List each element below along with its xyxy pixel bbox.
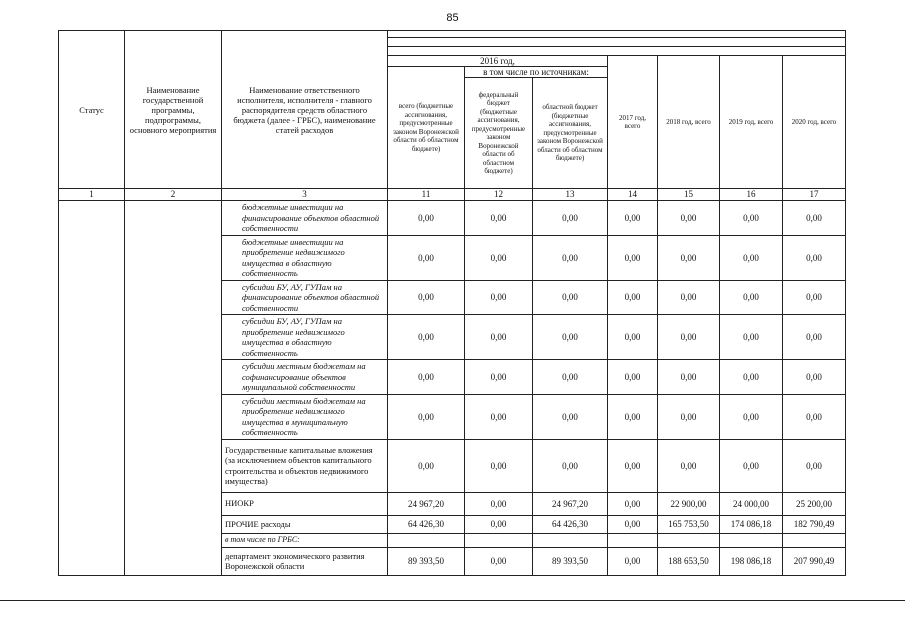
- header-federal: федеральный бюджет (бюджетные ассигнования, предусмотренные законом Воронежской области об областном бюджете): [465, 78, 533, 189]
- row-label: бюджетные инвестиции на приобретение недвижимого имущества в областную собственность: [222, 235, 388, 280]
- cell-2018: 0,00: [658, 394, 720, 439]
- row-label: субсидии БУ, АУ, ГУПам на приобретение недвижимого имущества в областную собственность: [222, 315, 388, 360]
- cell-federal: 0,00: [465, 280, 533, 315]
- cell-regional: 0,00: [533, 280, 608, 315]
- header-2019: 2019 год, всего: [720, 56, 783, 189]
- cell-2018: 22 900,00: [658, 492, 720, 515]
- cell-2017: 0,00: [608, 515, 658, 533]
- header-total: всего (бюджетные ассигнования, предусмотренные законом Воронежской области об областном бюджете): [388, 67, 465, 189]
- page-number: 85: [446, 12, 459, 24]
- row-label: Государственные капитальные вложения (за исключением объектов капитального строительства и объектов недвижимого имущества): [222, 439, 388, 492]
- header-program: Наименование государственной программы, подпрограммы, основного мероприятия: [125, 31, 222, 189]
- cell-regional: 64 426,30: [533, 515, 608, 533]
- cell-2018: 0,00: [658, 439, 720, 492]
- cell-2020: 0,00: [783, 439, 846, 492]
- cell-2020: 182 790,49: [783, 515, 846, 533]
- bottom-rule: [0, 600, 905, 601]
- row-label: бюджетные инвестиции на финансирование объектов областной собственности: [222, 201, 388, 236]
- cell-federal: 0,00: [465, 439, 533, 492]
- row-label: субсидии местным бюджетам на приобретение недвижимого имущества в муниципальную собственность: [222, 394, 388, 439]
- cell-2018: 165 753,50: [658, 515, 720, 533]
- cell-regional: 0,00: [533, 315, 608, 360]
- cell-total: 24 967,20: [388, 492, 465, 515]
- colnum: 14: [608, 189, 658, 201]
- cell-2018: 0,00: [658, 280, 720, 315]
- cell-federal: 0,00: [465, 547, 533, 575]
- cell-2019: 0,00: [720, 201, 783, 236]
- cell-federal: 0,00: [465, 394, 533, 439]
- cell-2019: 198 086,18: [720, 547, 783, 575]
- cell-2018: 0,00: [658, 235, 720, 280]
- cell-2018: 188 653,50: [658, 547, 720, 575]
- header-2017: 2017 год, всего: [608, 56, 658, 189]
- cell-2017: 0,00: [608, 394, 658, 439]
- header-year-2016: 2016 год,: [388, 56, 608, 67]
- cell-regional: 0,00: [533, 360, 608, 395]
- cell-total: 0,00: [388, 235, 465, 280]
- cell-2020: 0,00: [783, 315, 846, 360]
- header-blank-row-1: [59, 31, 846, 38]
- cell-regional: 0,00: [533, 439, 608, 492]
- colnum: 3: [222, 189, 388, 201]
- row-label: ПРОЧИЕ расходы: [222, 515, 388, 533]
- colnum: 16: [720, 189, 783, 201]
- header-executor: Наименование ответственного исполнителя, исполнителя - главного распорядителя средств областного бюджета (далее - ГРБС), наименование статей расходов: [222, 31, 388, 189]
- cell-2019: 0,00: [720, 315, 783, 360]
- cell-2020: 0,00: [783, 280, 846, 315]
- program-cell: [125, 201, 222, 576]
- cell-2017: 0,00: [608, 547, 658, 575]
- column-number-row: [59, 189, 846, 201]
- cell-2019: 0,00: [720, 280, 783, 315]
- cell-total: 0,00: [388, 201, 465, 236]
- header-regional: областной бюджет (бюджетные ассигнования, предусмотренные законом Воронежской области об областном бюджете): [533, 78, 608, 189]
- cell-2017: 0,00: [608, 315, 658, 360]
- row-label: субсидии местным бюджетам на софинансирование объектов муниципальной собственности: [222, 360, 388, 395]
- header-2018: 2018 год, всего: [658, 56, 720, 189]
- colnum: 2: [125, 189, 222, 201]
- cell-total: 0,00: [388, 360, 465, 395]
- cell-2018: 0,00: [658, 360, 720, 395]
- cell-2018: 0,00: [658, 315, 720, 360]
- cell-federal: 0,00: [465, 201, 533, 236]
- cell-2017: 0,00: [608, 360, 658, 395]
- row-label: НИОКР: [222, 492, 388, 515]
- cell-2020: 0,00: [783, 201, 846, 236]
- cell-2020: 0,00: [783, 235, 846, 280]
- colnum: 13: [533, 189, 608, 201]
- header-sources: в том числе по источникам:: [465, 67, 608, 78]
- cell-2019: 24 000,00: [720, 492, 783, 515]
- cell-total: 89 393,50: [388, 547, 465, 575]
- row-label: департамент экономического развития Воронежской области: [222, 547, 388, 575]
- colnum: 12: [465, 189, 533, 201]
- cell-regional: 24 967,20: [533, 492, 608, 515]
- cell-federal: 0,00: [465, 492, 533, 515]
- table-row: [59, 201, 846, 236]
- cell-federal: 0,00: [465, 515, 533, 533]
- header-2020: 2020 год, всего: [783, 56, 846, 189]
- cell-2019: 174 086,18: [720, 515, 783, 533]
- cell-2018: 0,00: [658, 201, 720, 236]
- colnum: 15: [658, 189, 720, 201]
- cell-federal: 0,00: [465, 235, 533, 280]
- cell-federal: 0,00: [465, 315, 533, 360]
- cell-2020: 207 990,49: [783, 547, 846, 575]
- cell-2017: 0,00: [608, 439, 658, 492]
- header-status: Статус: [59, 31, 125, 189]
- cell-regional: 0,00: [533, 394, 608, 439]
- cell-regional: 89 393,50: [533, 547, 608, 575]
- cell-2019: 0,00: [720, 394, 783, 439]
- cell-2017: 0,00: [608, 280, 658, 315]
- cell-2020: 0,00: [783, 394, 846, 439]
- cell-2017: 0,00: [608, 235, 658, 280]
- budget-table: [58, 30, 846, 576]
- cell-2017: 0,00: [608, 201, 658, 236]
- cell-2019: 0,00: [720, 235, 783, 280]
- cell-total: 0,00: [388, 439, 465, 492]
- colnum: 17: [783, 189, 846, 201]
- cell-2020: 25 200,00: [783, 492, 846, 515]
- colnum: 1: [59, 189, 125, 201]
- cell-total: 0,00: [388, 280, 465, 315]
- cell-federal: 0,00: [465, 360, 533, 395]
- cell-regional: 0,00: [533, 235, 608, 280]
- cell-total: 0,00: [388, 394, 465, 439]
- status-cell: [59, 201, 125, 576]
- row-label: в том числе по ГРБС:: [222, 533, 388, 547]
- cell-2020: 0,00: [783, 360, 846, 395]
- cell-2019: 0,00: [720, 439, 783, 492]
- cell-total: 0,00: [388, 315, 465, 360]
- cell-total: 64 426,30: [388, 515, 465, 533]
- colnum: 11: [388, 189, 465, 201]
- row-label: субсидии БУ, АУ, ГУПам на финансирование объектов областной собственности: [222, 280, 388, 315]
- cell-regional: 0,00: [533, 201, 608, 236]
- cell-2019: 0,00: [720, 360, 783, 395]
- cell-2017: 0,00: [608, 492, 658, 515]
